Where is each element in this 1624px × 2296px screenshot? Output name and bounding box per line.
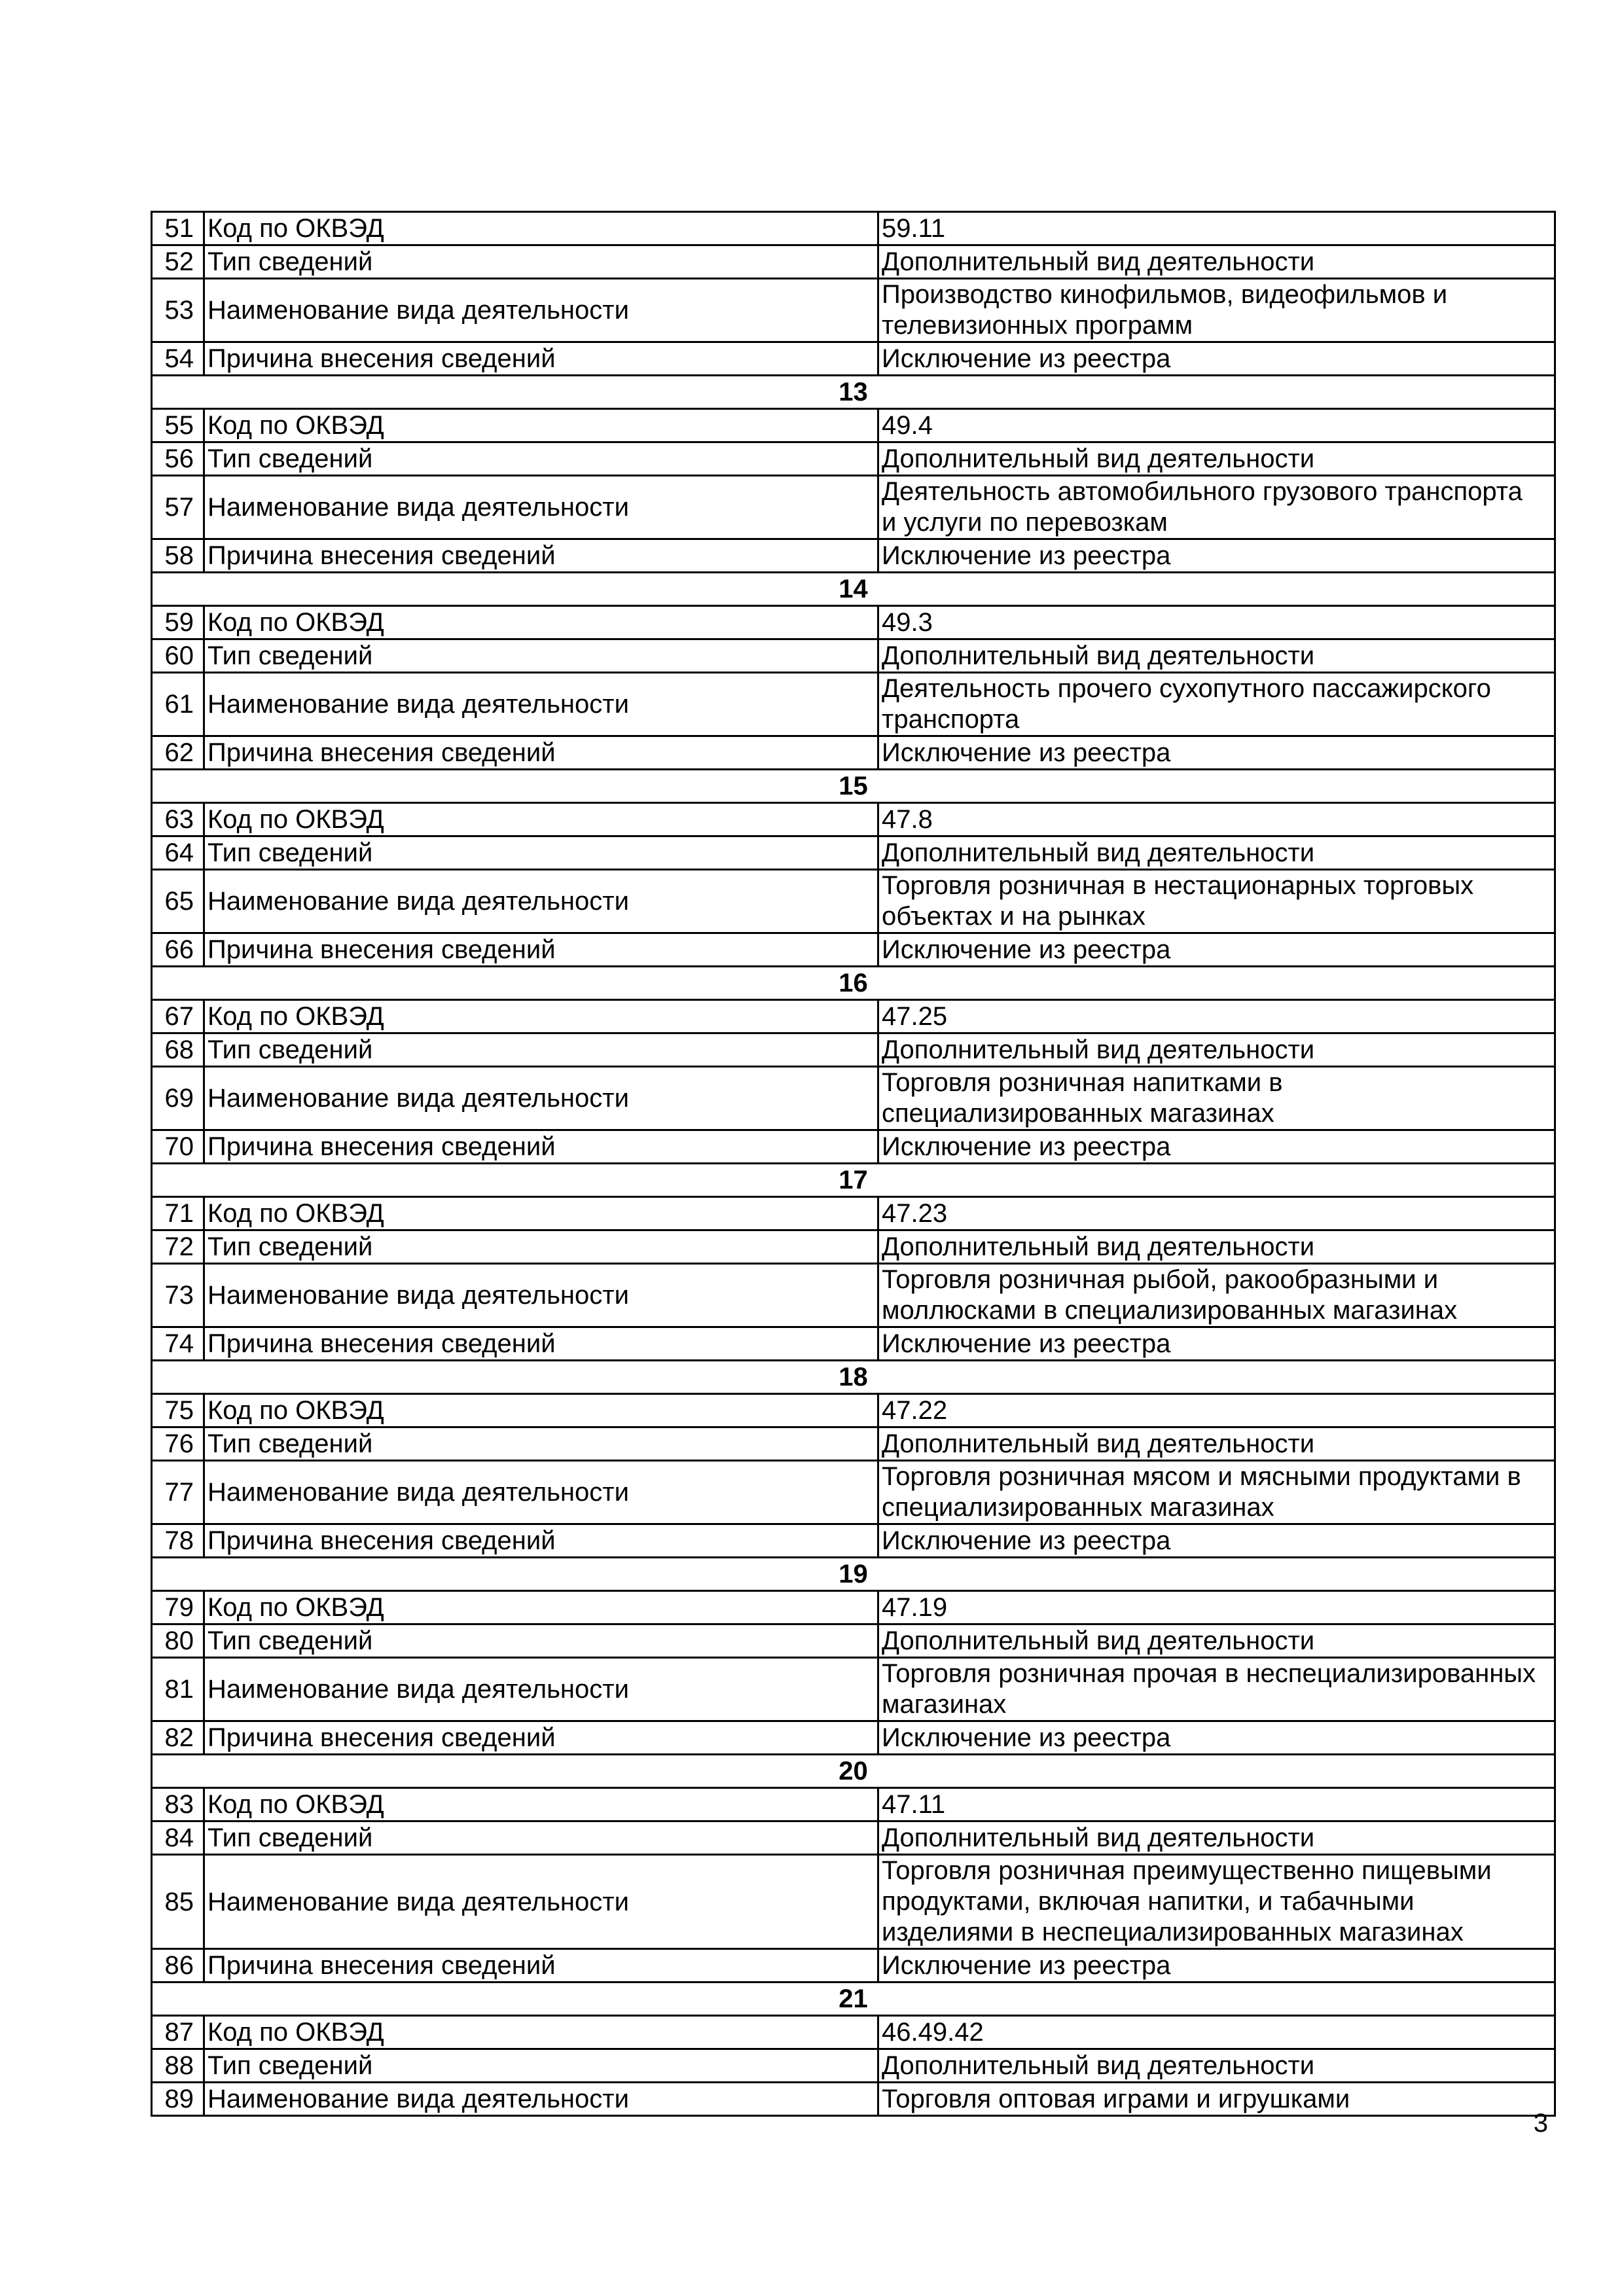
field-value: Деятельность прочего сухопутного пассажирского транспорта: [878, 673, 1555, 736]
field-value: Исключение из реестра: [878, 736, 1555, 770]
row-number: 70: [152, 1130, 204, 1164]
section-header-row: [152, 1558, 1555, 1591]
row-number: 76: [152, 1427, 204, 1461]
table-row: [152, 2083, 1555, 2116]
table-row: [152, 1230, 1555, 1264]
field-value: Дополнительный вид деятельности: [878, 1821, 1555, 1855]
field-name: Причина внесения сведений: [204, 1130, 878, 1164]
table-row: [152, 870, 1555, 933]
field-value: 47.22: [878, 1394, 1555, 1427]
table-row: [152, 342, 1555, 376]
table-row: [152, 1821, 1555, 1855]
table-row: [152, 1461, 1555, 1524]
field-value: Торговля розничная мясом и мясными продуктами в специализированных магазинах: [878, 1461, 1555, 1524]
row-number: 83: [152, 1788, 204, 1821]
field-name: Тип сведений: [204, 1033, 878, 1067]
field-value: Дополнительный вид деятельности: [878, 2049, 1555, 2083]
table-row: [152, 736, 1555, 770]
field-name: Наименование вида деятельности: [204, 870, 878, 933]
field-name: Причина внесения сведений: [204, 933, 878, 967]
field-value: 49.4: [878, 409, 1555, 442]
section-number: 14: [152, 573, 1555, 606]
field-value: Исключение из реестра: [878, 1524, 1555, 1558]
table-row: [152, 836, 1555, 870]
field-name: Причина внесения сведений: [204, 539, 878, 573]
table-row: [152, 1067, 1555, 1130]
table-row: [152, 933, 1555, 967]
field-name: Тип сведений: [204, 639, 878, 673]
field-name: Код по ОКВЭД: [204, 212, 878, 245]
table-row: [152, 279, 1555, 342]
row-number: 63: [152, 803, 204, 836]
field-name: Причина внесения сведений: [204, 1949, 878, 1982]
row-number: 79: [152, 1591, 204, 1624]
field-value: Исключение из реестра: [878, 1327, 1555, 1361]
table-row: [152, 1658, 1555, 1721]
row-number: 86: [152, 1949, 204, 1982]
field-value: Исключение из реестра: [878, 933, 1555, 967]
field-value: Торговля оптовая играми и игрушками: [878, 2083, 1555, 2116]
field-value: Исключение из реестра: [878, 342, 1555, 376]
field-value: Деятельность автомобильного грузового транспорта и услуги по перевозкам: [878, 476, 1555, 539]
section-header-row: [152, 573, 1555, 606]
field-value: 46.49.42: [878, 2016, 1555, 2049]
row-number: 82: [152, 1721, 204, 1755]
field-name: Тип сведений: [204, 1624, 878, 1658]
field-value: Дополнительный вид деятельности: [878, 245, 1555, 279]
field-value: Дополнительный вид деятельности: [878, 1230, 1555, 1264]
table-row: [152, 2049, 1555, 2083]
table-row: [152, 1788, 1555, 1821]
section-number: 17: [152, 1164, 1555, 1197]
row-number: 85: [152, 1855, 204, 1949]
field-value: Исключение из реестра: [878, 1130, 1555, 1164]
field-name: Причина внесения сведений: [204, 1721, 878, 1755]
field-name: Наименование вида деятельности: [204, 1855, 878, 1949]
table-row: [152, 1264, 1555, 1327]
row-number: 66: [152, 933, 204, 967]
row-number: 72: [152, 1230, 204, 1264]
row-number: 65: [152, 870, 204, 933]
section-header-row: [152, 967, 1555, 1000]
field-name: Наименование вида деятельности: [204, 1264, 878, 1327]
field-name: Причина внесения сведений: [204, 342, 878, 376]
table-row: [152, 803, 1555, 836]
row-number: 69: [152, 1067, 204, 1130]
field-name: Код по ОКВЭД: [204, 2016, 878, 2049]
field-value: Дополнительный вид деятельности: [878, 1427, 1555, 1461]
field-name: Тип сведений: [204, 442, 878, 476]
field-name: Наименование вида деятельности: [204, 476, 878, 539]
table-row: [152, 639, 1555, 673]
field-value: Исключение из реестра: [878, 1721, 1555, 1755]
field-name: Код по ОКВЭД: [204, 409, 878, 442]
row-number: 68: [152, 1033, 204, 1067]
table-row: [152, 2016, 1555, 2049]
field-value: Дополнительный вид деятельности: [878, 442, 1555, 476]
row-number: 56: [152, 442, 204, 476]
row-number: 84: [152, 1821, 204, 1855]
row-number: 78: [152, 1524, 204, 1558]
row-number: 74: [152, 1327, 204, 1361]
table-row: [152, 442, 1555, 476]
row-number: 89: [152, 2083, 204, 2116]
field-value: Торговля розничная рыбой, ракообразными и моллюсками в специализированных магазинах: [878, 1264, 1555, 1327]
field-value: 47.11: [878, 1788, 1555, 1821]
field-name: Наименование вида деятельности: [204, 2083, 878, 2116]
field-value: Торговля розничная в нестационарных торговых объектах и на рынках: [878, 870, 1555, 933]
section-number: 13: [152, 376, 1555, 409]
field-value: 47.23: [878, 1197, 1555, 1230]
field-value: 59.11: [878, 212, 1555, 245]
table-row: [152, 476, 1555, 539]
row-number: 57: [152, 476, 204, 539]
field-value: Торговля розничная напитками в специализированных магазинах: [878, 1067, 1555, 1130]
row-number: 61: [152, 673, 204, 736]
field-name: Код по ОКВЭД: [204, 1000, 878, 1033]
table-row: [152, 1327, 1555, 1361]
field-value: Дополнительный вид деятельности: [878, 836, 1555, 870]
row-number: 87: [152, 2016, 204, 2049]
field-name: Тип сведений: [204, 1230, 878, 1264]
field-name: Код по ОКВЭД: [204, 1197, 878, 1230]
table-row: [152, 1427, 1555, 1461]
section-header-row: [152, 1361, 1555, 1394]
row-number: 77: [152, 1461, 204, 1524]
section-header-row: [152, 1755, 1555, 1788]
table-row: [152, 606, 1555, 639]
section-number: 18: [152, 1361, 1555, 1394]
row-number: 51: [152, 212, 204, 245]
table-row: [152, 1394, 1555, 1427]
field-value: Дополнительный вид деятельности: [878, 1624, 1555, 1658]
field-name: Тип сведений: [204, 836, 878, 870]
section-header-row: [152, 1982, 1555, 2016]
row-number: 52: [152, 245, 204, 279]
table-row: [152, 212, 1555, 245]
field-value: Торговля розничная прочая в неспециализированных магазинах: [878, 1658, 1555, 1721]
field-name: Наименование вида деятельности: [204, 279, 878, 342]
field-name: Причина внесения сведений: [204, 1524, 878, 1558]
row-number: 67: [152, 1000, 204, 1033]
row-number: 54: [152, 342, 204, 376]
section-number: 15: [152, 770, 1555, 803]
table-row: [152, 1624, 1555, 1658]
row-number: 55: [152, 409, 204, 442]
table-row: [152, 1197, 1555, 1230]
field-name: Наименование вида деятельности: [204, 1658, 878, 1721]
field-name: Наименование вида деятельности: [204, 1461, 878, 1524]
table-row: [152, 1000, 1555, 1033]
row-number: 73: [152, 1264, 204, 1327]
field-name: Код по ОКВЭД: [204, 1591, 878, 1624]
section-header-row: [152, 376, 1555, 409]
field-name: Тип сведений: [204, 1427, 878, 1461]
field-name: Тип сведений: [204, 1821, 878, 1855]
row-number: 59: [152, 606, 204, 639]
field-name: Код по ОКВЭД: [204, 606, 878, 639]
field-value: Производство кинофильмов, видеофильмов и телевизионных программ: [878, 279, 1555, 342]
row-number: 64: [152, 836, 204, 870]
table-row: [152, 1130, 1555, 1164]
section-header-row: [152, 1164, 1555, 1197]
field-name: Код по ОКВЭД: [204, 1788, 878, 1821]
field-value: 47.8: [878, 803, 1555, 836]
table-row: [152, 673, 1555, 736]
field-value: 47.19: [878, 1591, 1555, 1624]
row-number: 88: [152, 2049, 204, 2083]
section-number: 19: [152, 1558, 1555, 1591]
row-number: 71: [152, 1197, 204, 1230]
field-value: 49.3: [878, 606, 1555, 639]
field-name: Тип сведений: [204, 245, 878, 279]
section-header-row: [152, 770, 1555, 803]
page-number: 3: [1533, 2109, 1548, 2138]
field-name: Наименование вида деятельности: [204, 1067, 878, 1130]
row-number: 53: [152, 279, 204, 342]
field-value: Дополнительный вид деятельности: [878, 639, 1555, 673]
table-row: [152, 1524, 1555, 1558]
section-number: 20: [152, 1755, 1555, 1788]
field-value: Дополнительный вид деятельности: [878, 1033, 1555, 1067]
register-table-body: [152, 212, 1555, 2116]
row-number: 80: [152, 1624, 204, 1658]
field-name: Тип сведений: [204, 2049, 878, 2083]
row-number: 75: [152, 1394, 204, 1427]
field-value: 47.25: [878, 1000, 1555, 1033]
field-value: Исключение из реестра: [878, 1949, 1555, 1982]
field-name: Код по ОКВЭД: [204, 1394, 878, 1427]
row-number: 58: [152, 539, 204, 573]
table-row: [152, 1033, 1555, 1067]
row-number: 81: [152, 1658, 204, 1721]
table-row: [152, 1855, 1555, 1949]
field-name: Код по ОКВЭД: [204, 803, 878, 836]
table-row: [152, 539, 1555, 573]
section-number: 21: [152, 1982, 1555, 2016]
field-value: Исключение из реестра: [878, 539, 1555, 573]
register-table: [151, 211, 1556, 2117]
table-row: [152, 1591, 1555, 1624]
row-number: 62: [152, 736, 204, 770]
row-number: 60: [152, 639, 204, 673]
field-name: Причина внесения сведений: [204, 1327, 878, 1361]
section-number: 16: [152, 967, 1555, 1000]
field-name: Наименование вида деятельности: [204, 673, 878, 736]
field-name: Причина внесения сведений: [204, 736, 878, 770]
table-row: [152, 1721, 1555, 1755]
table-row: [152, 245, 1555, 279]
table-row: [152, 409, 1555, 442]
table-row: [152, 1949, 1555, 1982]
field-value: Торговля розничная преимущественно пищевыми продуктами, включая напитки, и табачными изделиями в неспециализированных магазинах: [878, 1855, 1555, 1949]
